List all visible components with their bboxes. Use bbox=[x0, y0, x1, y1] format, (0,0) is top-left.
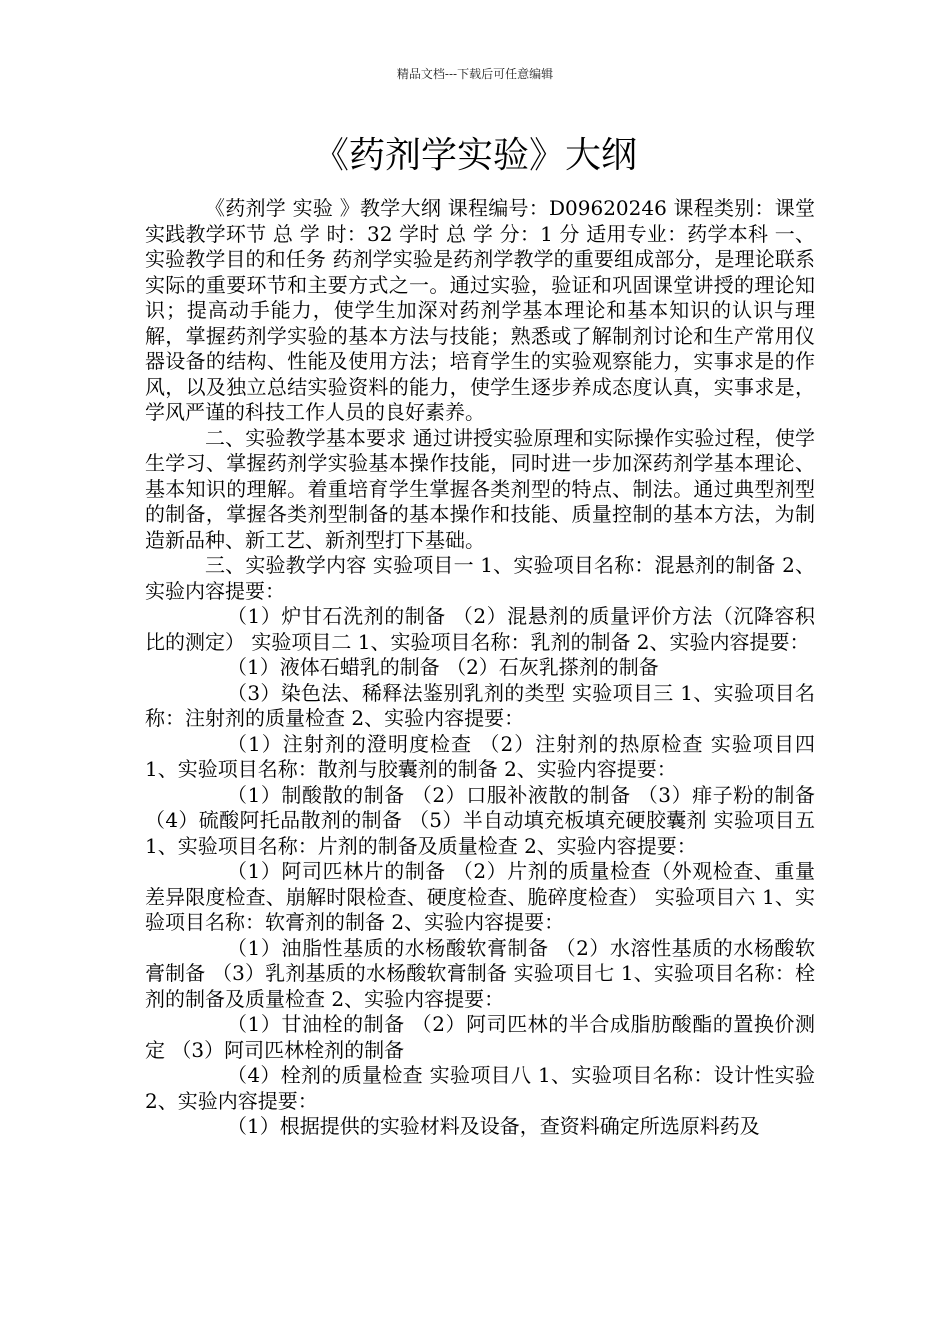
paragraph-item: （1）注射剂的澄明度检查 （2）注射剂的热原检查 实验项目四 1、实验项目名称：散剂与胶囊剂的制备 2、实验内容提要： bbox=[145, 731, 815, 781]
paragraph-item: （1）液体石蜡乳的制备 （2）石灰乳搽剂的制备 bbox=[227, 655, 659, 679]
document-title: 《药剂学实验》大纲 bbox=[312, 135, 637, 176]
paragraph-item: （1）油脂性基质的水杨酸软膏制备 （2）水溶性基质的水杨酸软膏制备 （3）乳剂基质的水杨酸软膏制备 实验项目七 1、实验项目名称：栓剂的制备及质量检查 2、实验内容提要： bbox=[145, 935, 815, 1011]
paragraph-item: （1）炉甘石洗剂的制备 （2）混悬剂的质量评价方法（沉降容积比的测定） 实验项目二 1、实验项目名称：乳剂的制备 2、实验内容提要： bbox=[145, 604, 815, 654]
paragraph-item: （4）栓剂的质量检查 实验项目八 1、实验项目名称：设计性实验 2、实验内容提要： bbox=[145, 1063, 815, 1113]
paragraph-teaching-content: 三、实验教学内容 实验项目一 1、实验项目名称：混悬剂的制备 2、实验内容提要： bbox=[145, 553, 815, 603]
paragraph-item: （1）根据提供的实验材料及设备，查资料确定所选原料药及 bbox=[227, 1114, 760, 1138]
paragraph-item: （1）制酸散的制备 （2）口服补液散的制备 （3）痱子粉的制备 （4）硫酸阿托品散剂的制备 （5）半自动填充板填充硬胶囊剂 实验项目五 1、实验项目名称：片剂的制备及质量检查 2、实验内容提要： bbox=[145, 782, 815, 858]
paragraph-course-info: 《药剂学 实验 》教学大纲 课程编号：D09620246 课程类别：课堂实践教学环节 总 学 时：32 学时 总 学 分：1 分 适用专业：药学本科 一、实验教学目的和任务 药剂学实验是药剂学教学的重要组成部分，是理论联系实际的重要环节和主要方式之一。通过实验，验证和巩固课堂讲授的理论知识；提高动手能力，使学生加深对药剂学基本理论和基本知识的认识与理解，掌握药剂学实验的基本方法与技能；熟悉或了解制剂讨论和生产常用仪器设备的结构、性能及使用方法；培育学生的实验观察能力，实事求是的作风，以及独立总结实验资料的能力，使学生逐步养成态度认真，实事求是，学风严谨的科技工作人员的良好素养。 bbox=[145, 196, 815, 424]
paragraph-item: （3）染色法、稀释法鉴别乳剂的类型 实验项目三 1、实验项目名称：注射剂的质量检查 2、实验内容提要： bbox=[145, 680, 815, 730]
paragraph-basic-requirements: 二、实验教学基本要求 通过讲授实验原理和实际操作实验过程，使学生学习、掌握药剂学实验基本操作技能，同时进一步加深药剂学基本理论、基本知识的理解。着重培育学生掌握各类剂型的特点、制法。通过典型剂型的制备，掌握各类剂型制备的基本操作和技能、质量控制的基本方法，为制造新品种、新工艺、新剂型打下基础。 bbox=[145, 425, 815, 552]
document-body bbox=[145, 196, 815, 1140]
page-header: 精品文档---下载后可任意编辑 bbox=[396, 67, 554, 81]
paragraph-item: （1）甘油栓的制备 （2）阿司匹林的半合成脂肪酸酯的置换价测定 （3）阿司匹林栓剂的制备 bbox=[145, 1012, 815, 1062]
paragraph-item: （1）阿司匹林片的制备 （2）片剂的质量检查（外观检查、重量差异限度检查、崩解时限检查、硬度检查、脆碎度检查） 实验项目六 1、实验项目名称：软膏剂的制备 2、实验内容提要： bbox=[145, 859, 815, 934]
